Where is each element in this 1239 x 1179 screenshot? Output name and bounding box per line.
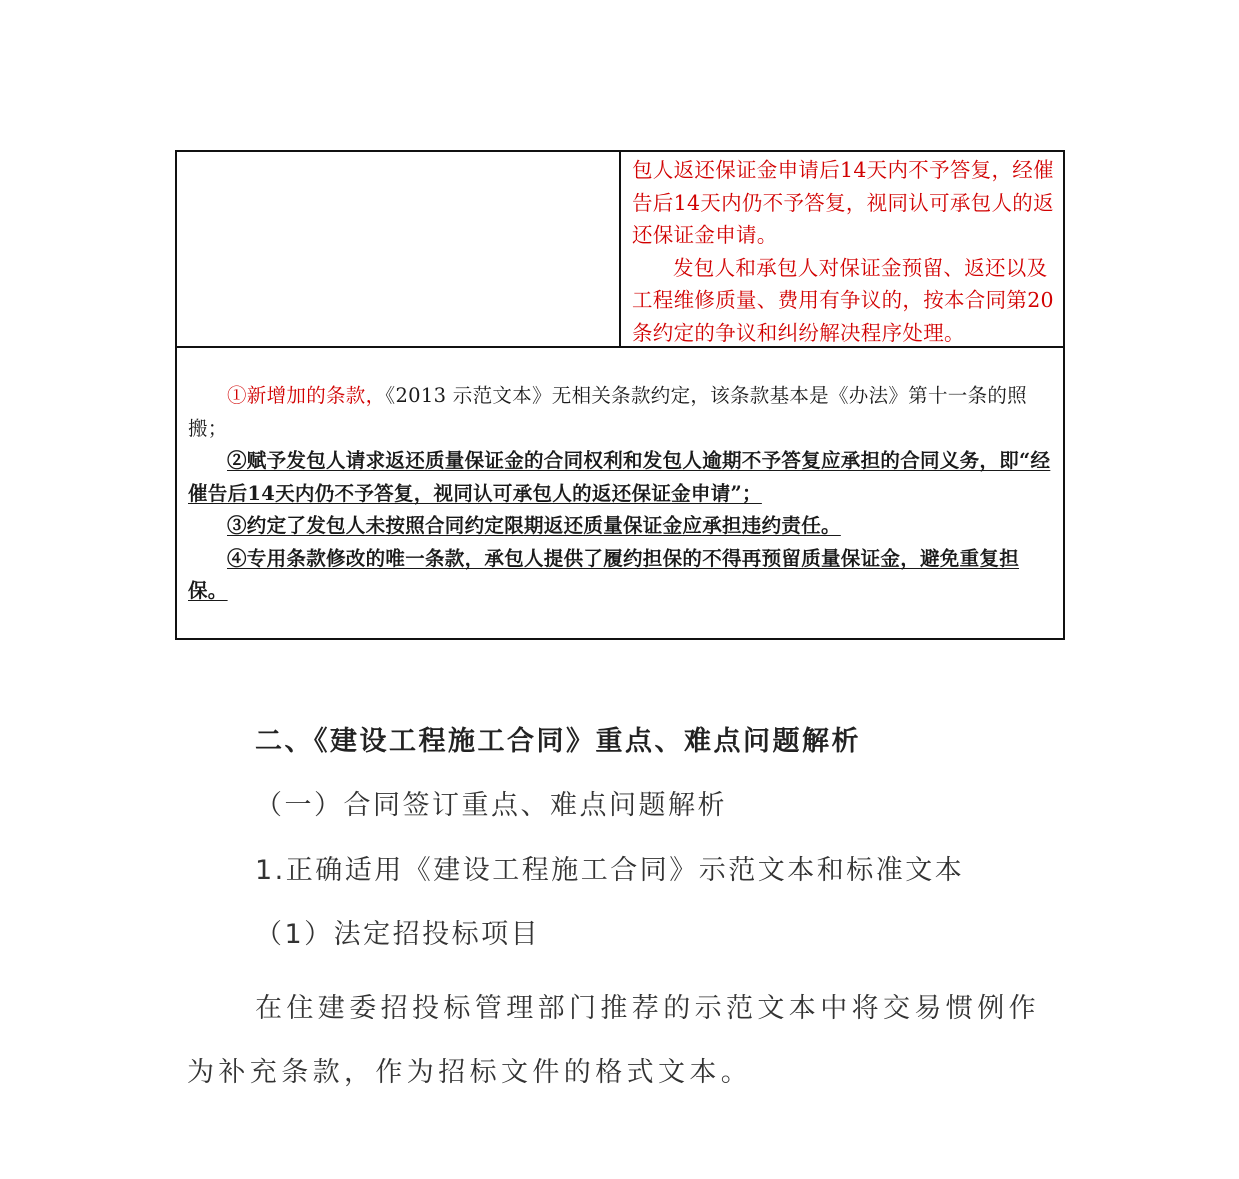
table-cell-empty (177, 152, 621, 346)
note-item-3 (188, 510, 1053, 543)
subheading-2: 1.正确适用《建设工程施工合同》示范文本和标准文本 (255, 855, 965, 886)
note-text: ②赋予发包人请求返还质量保证金的合同权利和发包人逾期不予答复应承担的合同义务，即“经催告后14天内仍不予答复，视同认可承包人的返还保证金申请”； (188, 449, 1051, 505)
clause-paragraph: 包人返还保证金申请后14天内不予答复，经催告后14天内仍不予答复，视同认可承包人的返还保证金申请。 (632, 158, 1054, 247)
clause-paragraph: 发包人和承包人对保证金预留、返还以及工程维修质量、费用有争议的，按本合同第20条约定的争议和纠纷解决程序处理。 (632, 255, 1054, 345)
body-paragraph: 在住建委招投标管理部门推荐的示范文本中将交易惯例作为补充条款，作为招标文件的格式文本。 (187, 993, 1040, 1088)
subheading-3: （1）法定招投标项目 (255, 919, 541, 950)
note-text: 《2013 示范文本》无相关条款约定，该条款基本是《办法》第十一条的照搬； (188, 384, 1027, 440)
subheading-1: （一）合同签订重点、难点问题解析 (255, 790, 727, 821)
clause-comparison-table (175, 150, 1065, 640)
note-highlight: ①新增加的条款， (227, 384, 386, 407)
note-item-1 (188, 380, 1053, 445)
note-text: ③约定了发包人未按照合同约定限期返还质量保证金应承担违约责任。 (227, 514, 841, 537)
note-item-4 (188, 543, 1053, 608)
section-heading: 二、《建设工程施工合同》重点、难点问题解析 (255, 726, 861, 757)
table-cell-clause-text (621, 152, 1063, 346)
table-row (177, 152, 1063, 348)
note-text: ④专用条款修改的唯一条款，承包人提供了履约担保的不得再预留质量保证金，避免重复担保。 (188, 546, 1020, 602)
table-row-notes (177, 348, 1063, 638)
note-item-2 (188, 445, 1053, 510)
